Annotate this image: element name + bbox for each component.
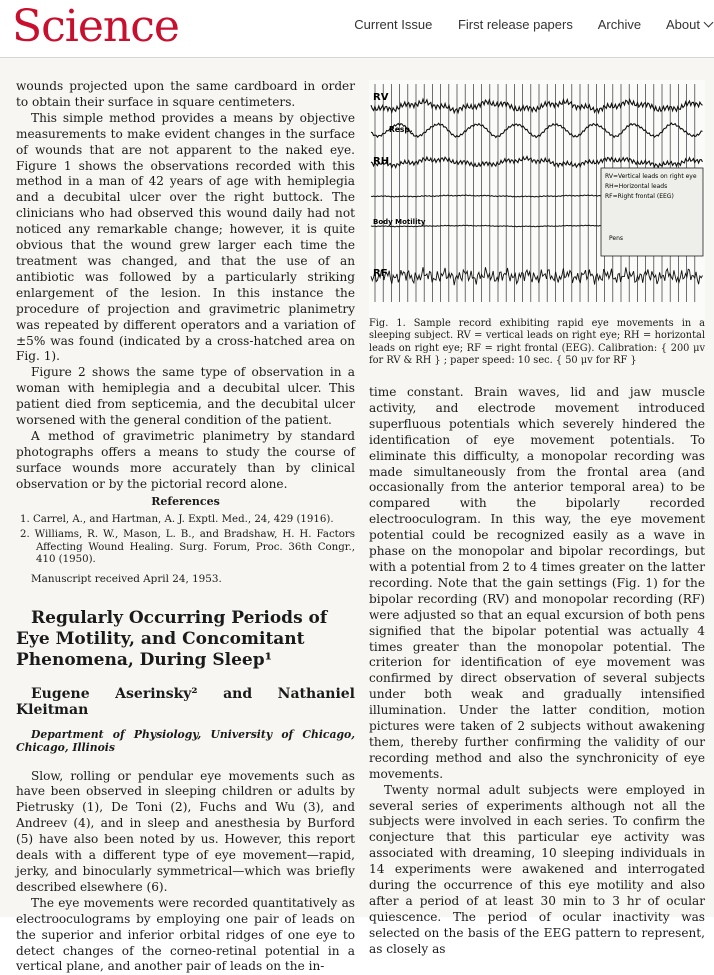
right-column <box>369 385 705 958</box>
trace-label-rh: RH <box>373 156 390 167</box>
paragraph: Figure 2 shows the same type of observation in a woman with hemiplegia and a decubital ulcer. This patient died from septicemia, and the decubital ulcer worsened with the general condition of the patient. <box>16 365 355 428</box>
figure-caption: Fig. 1. Sample record exhibiting rapid eye movements in a sleeping subject. RV = vertical leads on right eye; RH = horizontal leads on right eye; RF = right frontal (EEG). Calibration: { 200 μv for RV & RH } ; paper speed: 10 sec. { 50 μv for RF } <box>369 318 705 367</box>
nav-current-issue[interactable]: Current Issue <box>354 17 433 32</box>
paragraph: wounds projected upon the same cardboard in order to obtain their surface in square centimeters. <box>16 79 355 109</box>
trace-label-rv: RV <box>373 92 389 103</box>
science-logo[interactable]: Science <box>12 1 179 52</box>
top-nav <box>354 17 714 32</box>
author-affiliation: Department of Physiology, University of Chicago, Chicago, Illinois <box>16 727 355 755</box>
paragraph: Twenty normal adult subjects were employed in several series of experiments although not all the subjects were involved in each series. To confirm the conjecture that this particular eye activity was associated with dreaming, 10 sleeping individuals in 14 experiments were awakened and interrogated during the occurrence of this eye motility and also after a period of at least 30 min to 3 hr of ocular quiescence. The period of ocular inactivity was selected on the basis of the EEG pattern to represent, as closely as <box>369 782 705 956</box>
left-column <box>16 79 355 975</box>
nav-about-label: About <box>666 17 700 32</box>
nav-first-release[interactable]: First release papers <box>457 17 573 32</box>
received-note: Manuscript received April 24, 1953. <box>31 572 222 585</box>
paragraph: time constant. Brain waves, lid and jaw muscle activity, and electrode movement introduced superfluous potentials which severely hindered the identification of eye movement potentials. To eliminate this difficulty, a monopolar recording was made simultaneously from the frontal area (and occasionally from the anterior temporal area) to be compared with the bipolarly recorded electrooculogram. In this way, the eye movement potential could be recognized easily as a wave in phase on the monopolar and bipolar recordings, but with a potential from 2 to 4 times greater on the latter recording. Note that the gain settings (Fig. 1) for the bipolar recording (RV) and monopolar recording (RF) were adjusted so that an equal excursion of both pens signified that the bipolar potential was actually 4 times greater than the monopolar potential. The criterion for identification of eye movement was confirmed by direct observation of several subjects under both weak and gradually intensified illumination. Under the latter condition, motion pictures were taken of 2 subjects without awakening them, thereby further confirming the validity of our recording method and also the synchronicity of eye movements. <box>369 385 705 781</box>
reference-item: 1. Carrel, A., and Hartman, A. J. Exptl. Med., 24, 429 (1916). <box>20 514 334 526</box>
legend-line: RV=Vertical leads on right eye <box>605 173 697 180</box>
trace-label-body-motility: Body Motility <box>373 218 426 226</box>
trace-label-resp: Resp. <box>389 125 413 134</box>
trace-label-rf: RF <box>373 268 388 279</box>
legend-inset-label: Pens <box>609 235 624 242</box>
paragraph: This simple method provides a means by objective measurements to make evident changes in the surface of wounds that are not apparent to the naked eye. Figure 1 shows the observations recorded with this method in a man of 42 years of age with hemiplegia and a decubital ulcer over the right buttock. The clinicians who had observed this wound daily had not noticed any remarkable change; however, it is quite obvious that the wound grew larger each time the treatment was changed, and that the use of an antibiotic was followed by a particularly striking enlargement of the lesion. In this instance the procedure of projection and gravimetric planimetry was repeated by different operators and a variation of ±5% was found (indicated by a cross-hatched area on Fig. 1). <box>16 110 355 364</box>
legend-inset <box>601 168 703 256</box>
references-heading: References <box>151 494 220 508</box>
eeg-eye-movement-record-figure <box>369 80 705 320</box>
legend-line: RH=Horizontal leads <box>605 183 668 190</box>
paragraph: The eye movements were recorded quantitatively as electrooculograms by employing one pair of leads on the superior and inferior orbital ridges of one eye to detect changes of the corneo-retinal potential in a vertical plane, and another pair of leads on the in- <box>16 895 355 974</box>
legend-line: RF=Right frontal (EEG) <box>605 193 674 200</box>
nav-archive[interactable]: Archive <box>597 17 642 32</box>
paragraph: A method of gravimetric planimetry by standard photographs offers a means to study the course of surface wounds more accurately than by clinical observation or by the pictorial record alone. <box>16 428 355 491</box>
nav-about[interactable] <box>666 17 712 32</box>
article-authors: Eugene Aserinsky² and Nathaniel Kleitman <box>16 685 355 718</box>
article-title: Regularly Occurring Periods of Eye Motility, and Concomitant Phenomena, During Sleep¹ <box>16 607 328 670</box>
site-header <box>0 0 714 58</box>
reference-item: 2. Williams, R. W., Mason, L. B., and Bradshaw, H. H. Factors Affecting Wound Healing. Surg. Forum, Proc. 36th Congr., 410 (1950). <box>20 529 355 566</box>
paragraph: Slow, rolling or pendular eye movements such as have been observed in sleeping children or adults by Pietrusky (1), De Toni (2), Fuchs and Wu (3), and Andreev (4), and in sleep and anesthesia by Burford (5) have also been noted by us. However, this report deals with a different type of eye movement—rapid, jerky, and binocularly symmetrical—which was briefly described elsewhere (6). <box>16 768 355 894</box>
chevron-down-icon <box>704 18 714 28</box>
